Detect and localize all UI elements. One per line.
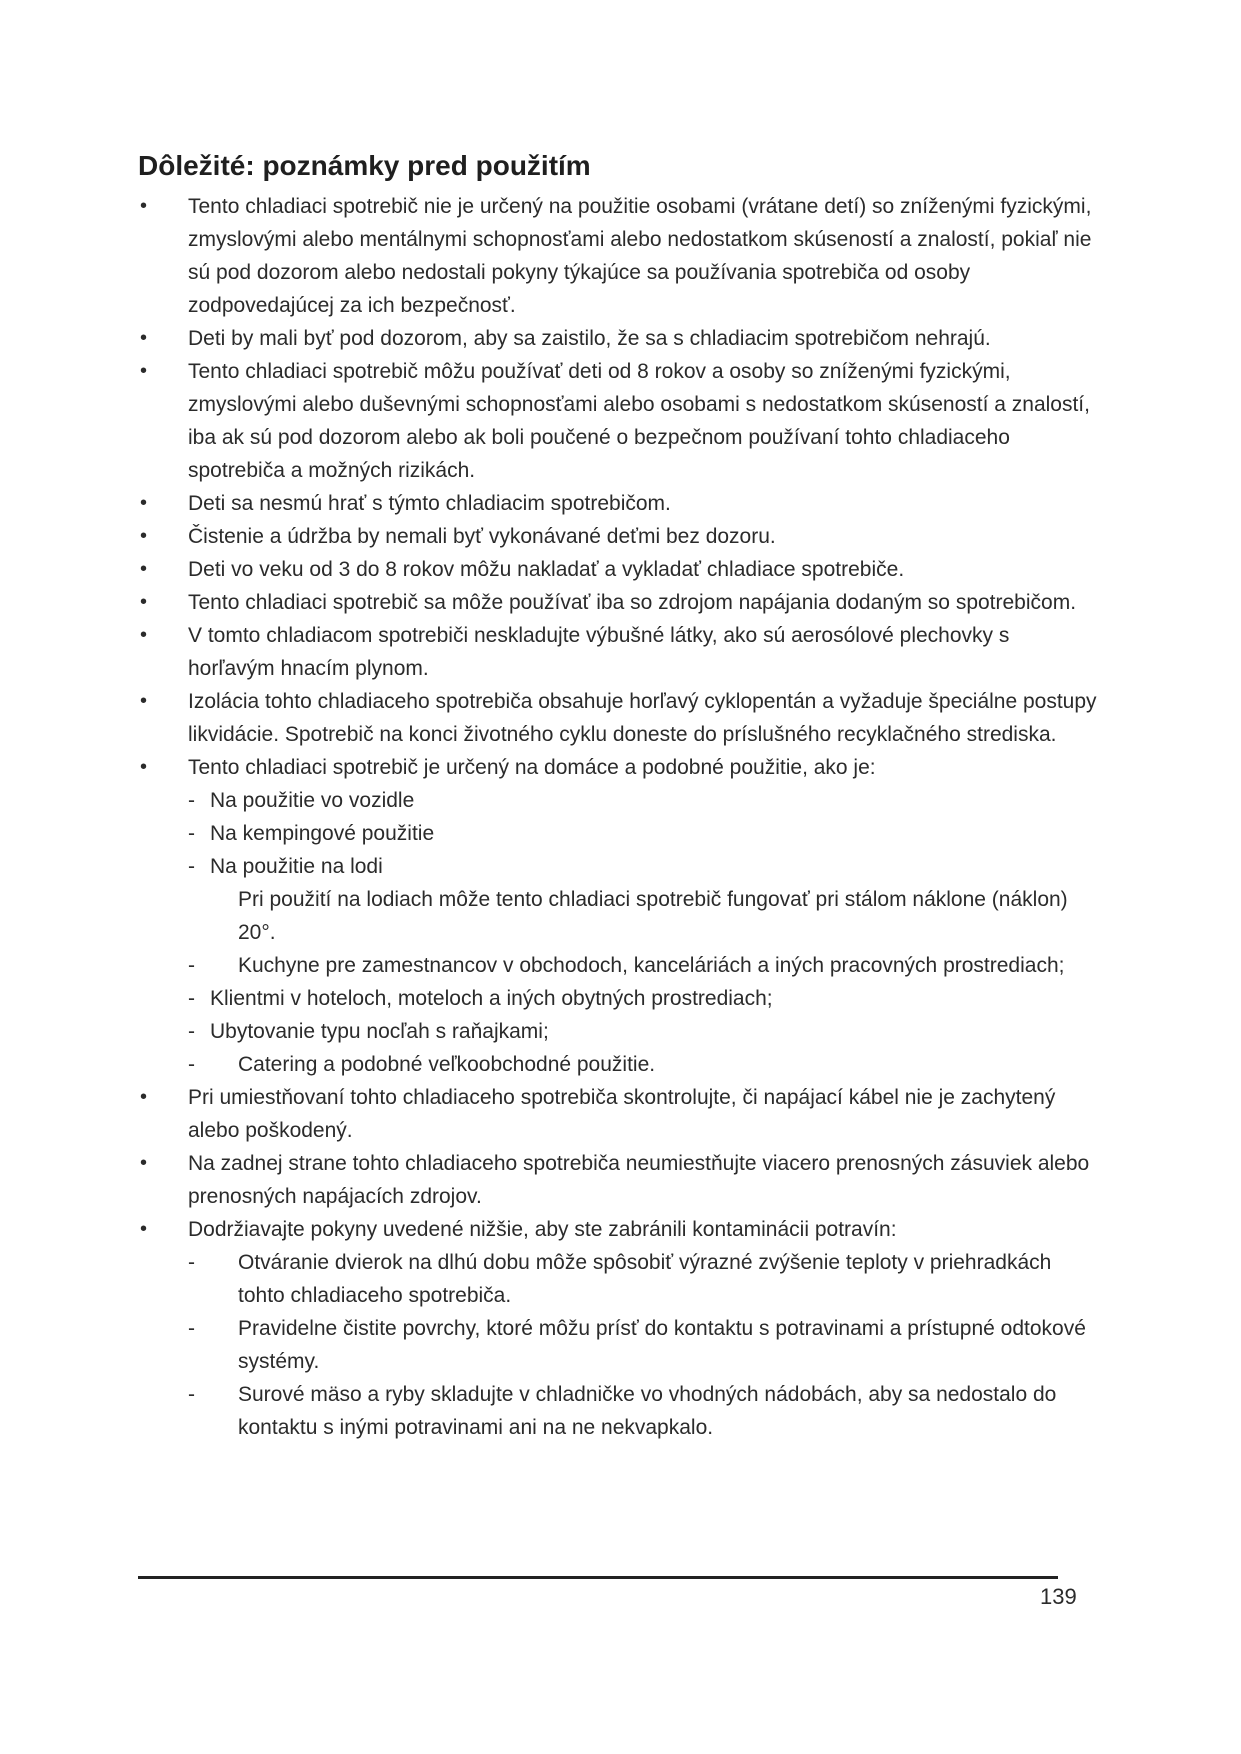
list-item-text: Dodržiavajte pokyny uvedené nižšie, aby ste zabránili kontaminácii potravín:: [188, 1218, 897, 1241]
list-item-text: Deti sa nesmú hrať s týmto chladiacim spotrebičom.: [188, 492, 671, 515]
list-item: [138, 619, 1098, 685]
sub-list-item-text: Otváranie dvierok na dlhú dobu môže spôsobiť výrazné zvýšenie teploty v priehradkách tohto chladiaceho spotrebiča.: [238, 1251, 1052, 1307]
sub-list-item: [138, 784, 1098, 817]
list-item-text: Pri umiestňovaní tohto chladiaceho spotrebiča skontrolujte, či napájací kábel nie je zachytený alebo poškodený.: [188, 1086, 1056, 1142]
bullet-icon: •: [140, 1218, 148, 1240]
sub-list-item-text: Ubytovanie typu nocľah s raňajkami;: [210, 1020, 549, 1043]
bullet-icon: •: [140, 591, 148, 613]
bullet-icon: •: [140, 360, 148, 382]
list-item: [138, 586, 1098, 619]
list-item: [138, 553, 1098, 586]
dash-icon: -: [188, 954, 195, 977]
sub-list-item: [138, 1378, 1098, 1444]
list-item-text: V tomto chladiacom spotrebiči neskladujte výbušné látky, ako sú aerosólové plechovky s horľavým hnacím plynom.: [188, 624, 1010, 680]
dash-icon: -: [188, 1317, 195, 1340]
sub-list-item: [138, 1246, 1098, 1312]
dash-icon: -: [188, 1251, 195, 1274]
dash-icon: -: [188, 987, 195, 1010]
list-item: [138, 487, 1098, 520]
dash-icon: -: [188, 1053, 195, 1076]
bullet-icon: •: [140, 525, 148, 547]
list-item-text: Čistenie a údržba by nemali byť vykonávané deťmi bez dozoru.: [188, 525, 776, 548]
dash-icon: -: [188, 789, 195, 812]
list-item: [138, 190, 1098, 322]
dash-icon: -: [188, 1020, 195, 1043]
sub-list-item: [138, 817, 1098, 850]
sub-list-item: [138, 850, 1098, 883]
list-item-text: Deti vo veku od 3 do 8 rokov môžu nakladať a vykladať chladiace spotrebiče.: [188, 558, 905, 581]
bullet-icon: •: [140, 756, 148, 778]
list-item-text: Tento chladiaci spotrebič je určený na domáce a podobné použitie, ako je:: [188, 756, 876, 779]
sub-list-item-text: Na kempingové použitie: [210, 822, 435, 845]
bullet-icon: •: [140, 195, 148, 217]
bullet-icon: •: [140, 492, 148, 514]
notes-list: [138, 190, 1098, 1444]
sub-list-note-text: Pri použití na lodiach môže tento chladiaci spotrebič fungovať pri stálom náklone (náklon) 20°.: [238, 888, 1068, 944]
dash-icon: -: [188, 822, 195, 845]
sub-list-item: [138, 1312, 1098, 1378]
sub-list-item-text: Surové mäso a ryby skladujte v chladničke vo vhodných nádobách, aby sa nedostalo do kontaktu s inými potravinami ani na ne nekvapkalo.: [238, 1383, 1057, 1439]
list-item-text: Na zadnej strane tohto chladiaceho spotrebiča neumiestňujte viacero prenosných zásuviek alebo prenosných napájacích zdrojov.: [188, 1152, 1090, 1208]
sub-list-note: [138, 883, 1098, 949]
dash-icon: -: [188, 855, 195, 878]
sub-list-item-text: Pravidelne čistite povrchy, ktoré môžu prísť do kontaktu s potravinami a prístupné odtokové systémy.: [238, 1317, 1086, 1373]
sub-list-item: [138, 1048, 1098, 1081]
list-item-text: Tento chladiaci spotrebič môžu používať deti od 8 rokov a osoby so zníženými fyzickými, zmyslovými alebo duševnými schopnosťami alebo osobami s nedostatkom skúseností a znalostí, iba ak sú pod dozorom alebo ak boli poučené o bezpečnom používaní tohto chladiaceho spotrebiča a možných rizikách.: [188, 360, 1090, 482]
bullet-icon: •: [140, 327, 148, 349]
list-item: [138, 1213, 1098, 1246]
list-item-text: Izolácia tohto chladiaceho spotrebiča obsahuje horľavý cyklopentán a vyžaduje špeciálne postupy likvidácie. Spotrebič na konci životného cyklu doneste do príslušného recyklačného strediska.: [188, 690, 1097, 746]
sub-list-item-text: Kuchyne pre zamestnancov v obchodoch, kanceláriách a iných pracovných prostrediach;: [238, 954, 1065, 977]
list-item: [138, 685, 1098, 751]
list-item-text: Tento chladiaci spotrebič nie je určený na použitie osobami (vrátane detí) so zníženými fyzickými, zmyslovými alebo mentálnymi schopnosťami alebo nedostatkom skúseností a znalostí, pokiaľ nie sú pod dozorom alebo nedostali pokyny týkajúce sa používania spotrebiča od osoby zodpovedajúcej za ich bezpečnosť.: [188, 195, 1092, 317]
page-title: Dôležité: poznámky pred použitím: [138, 150, 591, 181]
bullet-icon: •: [140, 558, 148, 580]
bullet-icon: •: [140, 1152, 148, 1174]
sub-list-item: [138, 949, 1098, 982]
sub-list-item: [138, 982, 1098, 1015]
sub-list-item-text: Catering a podobné veľkoobchodné použitie.: [238, 1053, 656, 1076]
sub-list-item: [138, 1015, 1098, 1048]
dash-icon: -: [188, 1383, 195, 1406]
bullet-icon: •: [140, 690, 148, 712]
list-item: [138, 322, 1098, 355]
list-item: [138, 1147, 1098, 1213]
bullet-icon: •: [140, 624, 148, 646]
footer-divider: [138, 1576, 1058, 1579]
page-number: 139: [1040, 1584, 1077, 1609]
list-item-text: Tento chladiaci spotrebič sa môže používať iba so zdrojom napájania dodaným so spotrebičom.: [188, 591, 1077, 614]
list-item: [138, 1081, 1098, 1147]
sub-list-item-text: Na použitie vo vozidle: [210, 789, 415, 812]
bullet-icon: •: [140, 1086, 148, 1108]
sub-list-item-text: Klientmi v hoteloch, moteloch a iných obytných prostrediach;: [210, 987, 773, 1010]
list-item-text: Deti by mali byť pod dozorom, aby sa zaistilo, že sa s chladiacim spotrebičom nehrajú.: [188, 327, 991, 350]
list-item: [138, 751, 1098, 784]
list-item: [138, 355, 1098, 487]
sub-list-item-text: Na použitie na lodi: [210, 855, 383, 878]
list-item: [138, 520, 1098, 553]
